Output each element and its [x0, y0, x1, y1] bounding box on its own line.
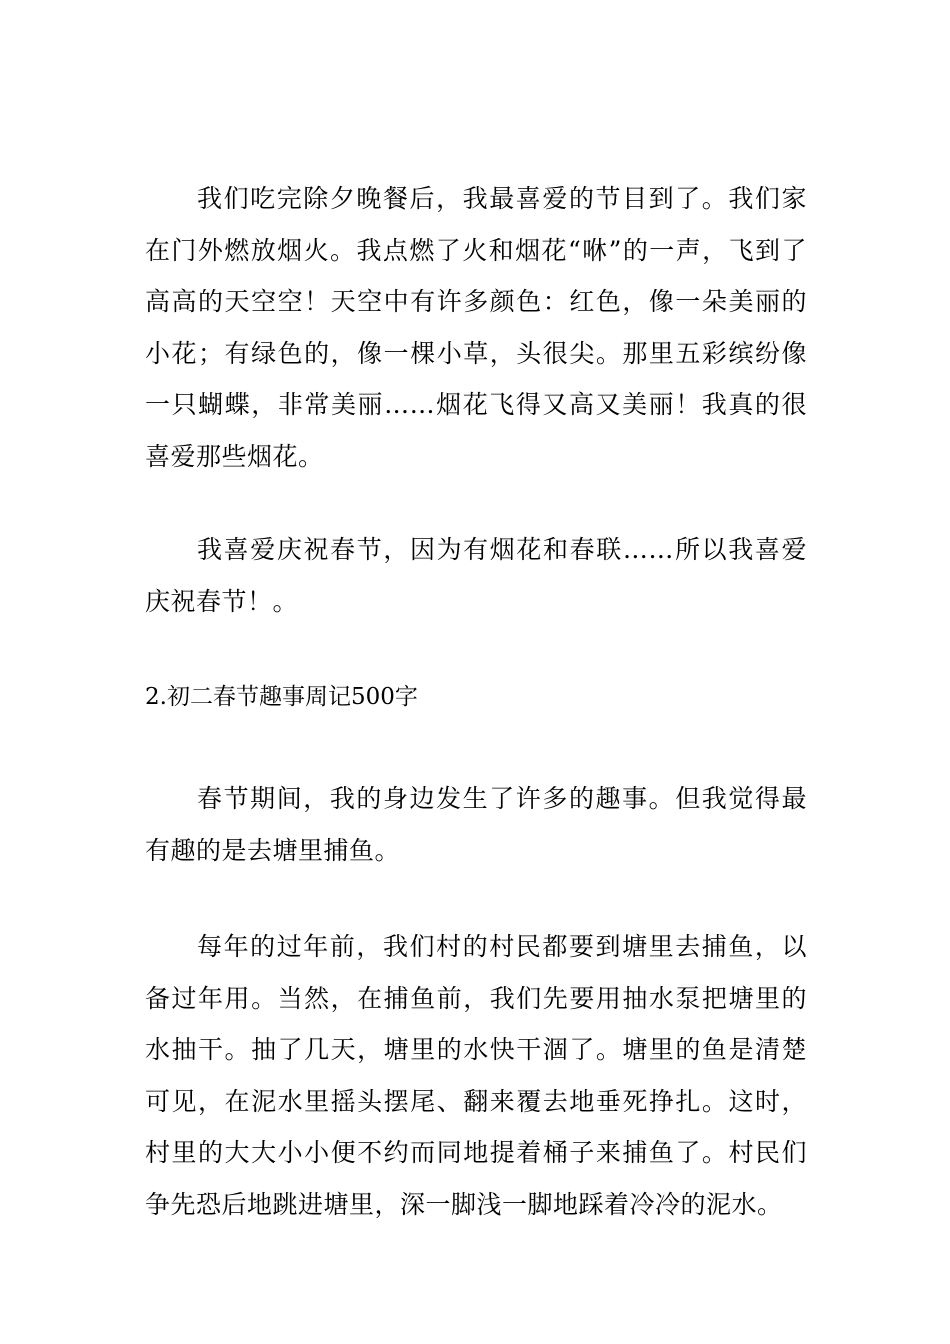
paragraph-spring-festival: 我喜爱庆祝春节，因为有烟花和春联……所以我喜爱庆祝春节！。: [145, 535, 807, 616]
section-heading: 2.初二春节趣事周记500字: [145, 684, 418, 710]
paragraph-fireworks: 我们吃完除夕晚餐后，我最喜爱的节目到了。我们家在门外燃放烟火。我点燃了火和烟花“咻”的一声，飞到了高高的天空空！天空中有许多颜色：红色，像一朵美丽的小花；有绿色的，像一棵小草，头很尖。那里五彩缤纷像一只蝴蝶，非常美丽……烟花飞得又高又美丽！我真的很喜爱那些烟花。: [145, 184, 807, 471]
paragraph-fishing: 每年的过年前，我们村的村民都要到塘里去捕鱼，以备过年用。当然，在捕鱼前，我们先要用抽水泵把塘里的水抽干。抽了几天，塘里的水快干涸了。塘里的鱼是清楚可见，在泥水里摇头摆尾、翻来覆去地垂死挣扎。这时，村里的大大小小便不约而同地提着桶子来捕鱼了。村民们争先恐后地跳进塘里，深一脚浅一脚地踩着冷冷的泥水。: [145, 932, 807, 1219]
paragraph-fun-things: 春节期间，我的身边发生了许多的趣事。但我觉得最有趣的是去塘里捕鱼。: [145, 784, 807, 865]
